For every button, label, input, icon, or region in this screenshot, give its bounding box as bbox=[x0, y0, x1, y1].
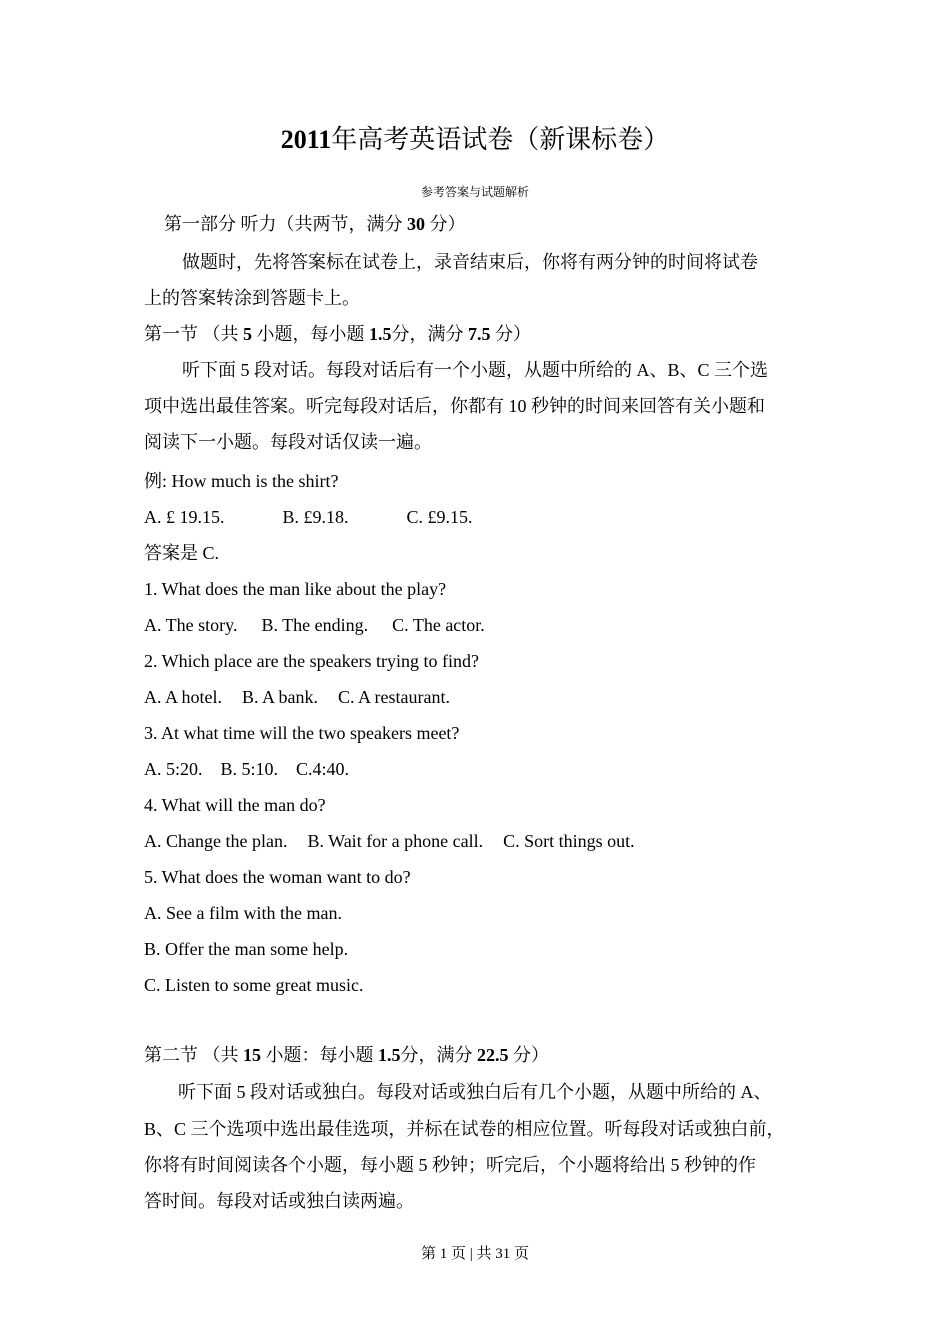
part1-score: 30 bbox=[407, 214, 425, 234]
q2-option-b: B. A bank. bbox=[242, 687, 319, 707]
document-subtitle: 参考答案与试题解析 bbox=[420, 185, 529, 199]
section2-total: 22.5 bbox=[477, 1045, 509, 1065]
example-option-b: B. £9.18. bbox=[282, 507, 349, 527]
q4-option-b: B. Wait for a phone call. bbox=[307, 831, 484, 851]
q5-option-c: C. Listen to some great music. bbox=[144, 975, 364, 995]
section1-heading-c: 分，满分 bbox=[391, 324, 464, 344]
section1-instruction-line1: 听下面 5 段对话。每段对话后有一个小题，从题中所给的 A、B、C 三个选 bbox=[182, 360, 769, 380]
q3-option-c: C.4:40. bbox=[296, 759, 350, 779]
document-title bbox=[0, 120, 950, 160]
section2-instruction-line4: 答时间。每段对话或独白读两遍。 bbox=[144, 1191, 414, 1211]
section2-count: 15 bbox=[243, 1045, 261, 1065]
q2-option-a: A. A hotel. bbox=[144, 687, 223, 707]
q4-option-c: C. Sort things out. bbox=[503, 831, 635, 851]
footer-middle: 页 | 共 bbox=[450, 1246, 492, 1262]
section2-heading-a: 第二节 （共 bbox=[144, 1045, 239, 1065]
question-3: 3. At what time will the two speakers meet? bbox=[144, 723, 460, 743]
question-5: 5. What does the woman want to do? bbox=[144, 867, 411, 887]
part1-instruction-line1: 做题时，先将答案标在试卷上，录音结束后，你将有两分钟的时间将试卷 bbox=[182, 252, 758, 272]
q3-option-b: B. 5:10. bbox=[220, 759, 279, 779]
section1-count: 5 bbox=[243, 324, 252, 344]
part1-heading-text: 第一部分 听力（共两节，满分 bbox=[164, 214, 403, 234]
footer-suffix: 页 bbox=[514, 1246, 530, 1262]
question-4: 4. What will the man do? bbox=[144, 795, 326, 815]
part1-heading-end: 分） bbox=[429, 214, 466, 234]
q3-option-a: A. 5:20. bbox=[144, 759, 203, 779]
section2-instruction-line1: 听下面 5 段对话或独白。每段对话或独白后有几个小题，从题中所给的 A、 bbox=[178, 1082, 772, 1102]
footer-prefix: 第 bbox=[420, 1246, 436, 1262]
section1-heading bbox=[144, 322, 531, 346]
section2-heading-d: 分） bbox=[513, 1045, 549, 1065]
q5-option-a: A. See a film with the man. bbox=[144, 903, 342, 923]
q1-option-b: B. The ending. bbox=[261, 615, 369, 635]
section1-instruction-line3: 阅读下一小题。每段对话仅读一遍。 bbox=[144, 432, 432, 452]
section1-heading-b: 小题，每小题 bbox=[256, 324, 365, 344]
example-options bbox=[144, 505, 473, 529]
title-year: 2011 bbox=[280, 125, 332, 154]
section1-heading-a: 第一节 （共 bbox=[144, 324, 239, 344]
section1-each: 1.5 bbox=[369, 324, 392, 344]
question-1-options bbox=[144, 613, 485, 637]
q4-option-a: A. Change the plan. bbox=[144, 831, 288, 851]
q1-option-a: A. The story. bbox=[144, 615, 238, 635]
footer-total-pages: 31 bbox=[495, 1246, 511, 1262]
section1-instruction-line2: 项中选出最佳答案。听完每段对话后，你都有 10 秒钟的时间来回答有关小题和 bbox=[144, 396, 765, 416]
question-2: 2. Which place are the speakers trying to find? bbox=[144, 651, 480, 671]
q2-option-c: C. A restaurant. bbox=[338, 687, 451, 707]
q1-option-c: C. The actor. bbox=[392, 615, 485, 635]
footer-page-number: 1 bbox=[439, 1246, 448, 1262]
example-question: 例: How much is the shirt? bbox=[144, 471, 339, 491]
part1-heading bbox=[164, 212, 466, 236]
section2-instruction-line2: B、C 三个选项中选出最佳选项，并标在试卷的相应位置。听每段对话或独白前， bbox=[144, 1119, 785, 1139]
question-4-options bbox=[144, 829, 635, 853]
example-option-c: C. £9.15. bbox=[406, 507, 473, 527]
title-text: 年高考英语试卷（新课标卷） bbox=[331, 125, 670, 154]
section1-total: 7.5 bbox=[468, 324, 491, 344]
section2-heading-b: 小题：每小题 bbox=[265, 1045, 374, 1065]
example-option-a: A. £ 19.15. bbox=[144, 507, 225, 527]
section2-each: 1.5 bbox=[378, 1045, 401, 1065]
q5-option-b: B. Offer the man some help. bbox=[144, 939, 349, 959]
section2-heading-c: 分，满分 bbox=[400, 1045, 473, 1065]
section2-heading bbox=[144, 1043, 549, 1067]
question-3-options bbox=[144, 757, 349, 781]
question-1: 1. What does the man like about the play? bbox=[144, 579, 447, 599]
question-2-options bbox=[144, 685, 450, 709]
page-footer bbox=[0, 1243, 950, 1265]
example-answer: 答案是 C. bbox=[144, 543, 220, 563]
section2-instruction-line3: 你将有时间阅读各个小题，每小题 5 秒钟；听完后，个小题将给出 5 秒钟的作 bbox=[144, 1155, 756, 1175]
section1-heading-d: 分） bbox=[495, 324, 531, 344]
part1-instruction-line2: 上的答案转涂到答题卡上。 bbox=[144, 288, 360, 308]
